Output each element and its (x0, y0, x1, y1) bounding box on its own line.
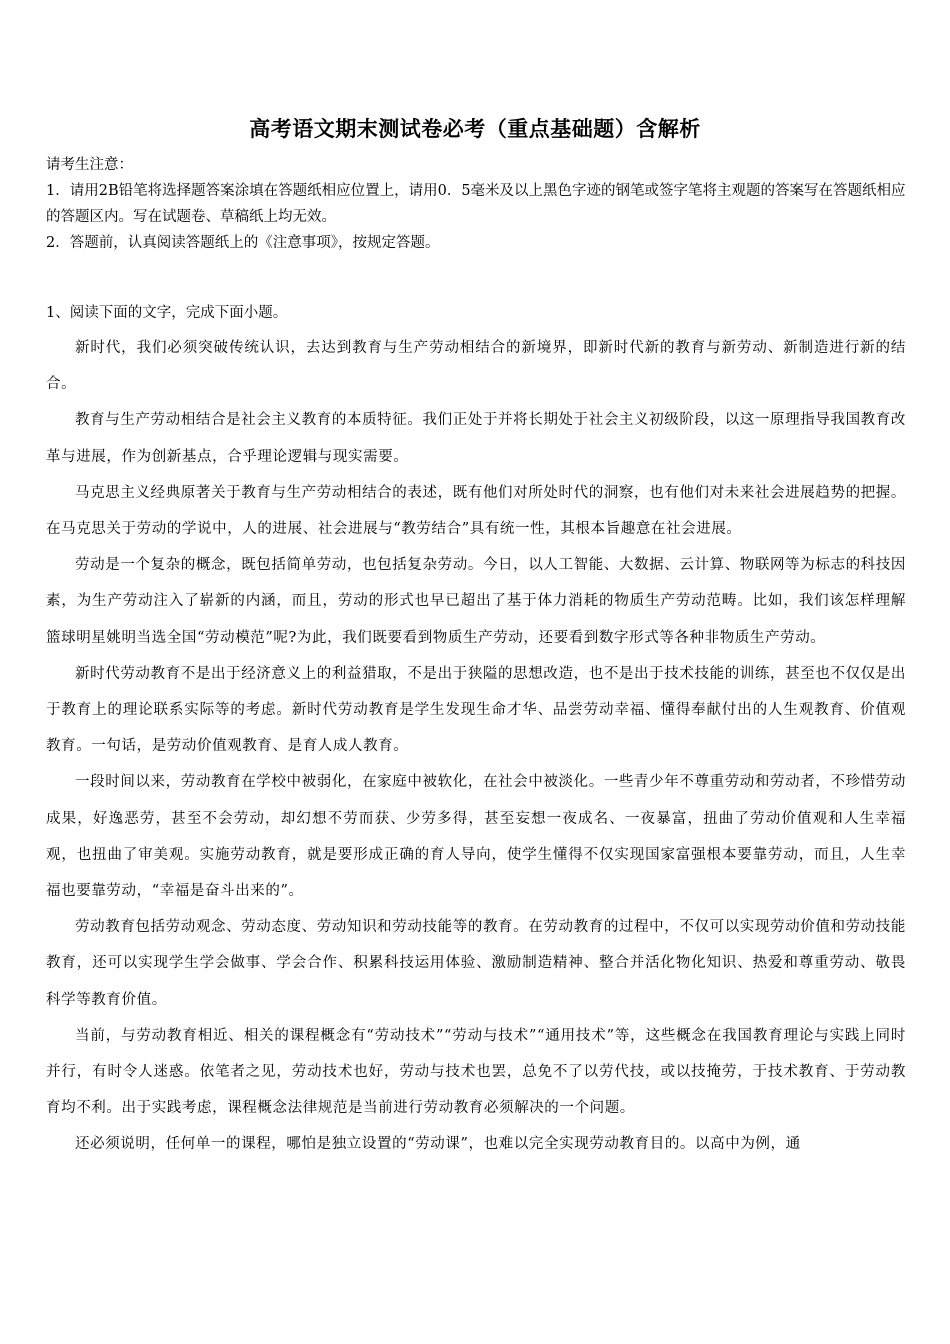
notice-item: 2．答题前，认真阅读答题纸上的《注意事项》，按规定答题。 (46, 235, 440, 251)
passage-paragraph: 新时代劳动教育不是出于经济意义上的利益猎取，不是出于狭隘的思想改造，也不是出于技术技能的训练，甚至也不仅仅是出于教育上的理论联系实际等的考虑。新时代劳动教育是学生发现生命才华、品尝劳动幸福、懂得奉献付出的人生观教育、价值观教育。一句话，是劳动价值观教育、是育人成人教育。 (46, 665, 906, 755)
exam-notice (46, 152, 906, 256)
passage-paragraph: 新时代，我们必须突破传统认识，去达到教育与生产劳动相结合的新境界，即新时代新的教育与新劳动、新制造进行新的结合。 (46, 340, 906, 393)
reading-passage (46, 330, 906, 1163)
passage-paragraph: 马克思主义经典原著关于教育与生产劳动相结合的表述，既有他们对所处时代的洞察，也有他们对未来社会进展趋势的把握。在马克思关于劳动的学说中，人的进展、社会进展与“教劳结合”具有统一性，其根本旨趣意在社会进展。 (46, 484, 906, 538)
question-heading: 1、阅读下面的文字，完成下面小题。 (46, 305, 288, 321)
passage-paragraph: 劳动是一个复杂的概念，既包括简单劳动，也包括复杂劳动。今日，以人工智能、大数据、云计算、物联网等为标志的科技因素，为生产劳动注入了崭新的内涵，而且，劳动的形式也早已超出了基于体力消耗的物质生产劳动范畴。比如，我们该怎样理解篮球明星姚明当选全国“劳动模范”呢?为此，我们既要看到物质生产劳动，还要看到数字形式等各种非物质生产劳动。 (46, 557, 906, 646)
notice-item: 1．请用2B铅笔将选择题答案涂填在答题纸相应位置上，请用0．5毫米及以上黑色字迹的钢笔或签字笔将主观题的答案写在答题纸相应的答题区内。写在试题卷、草稿纸上均无效。 (46, 183, 906, 225)
passage-paragraph: 劳动教育包括劳动观念、劳动态度、劳动知识和劳动技能等的教育。在劳动教育的过程中，不仅可以实现劳动价值和劳动技能教育，还可以实现学生学会做事、学会合作、积累科技运用体验、激励制造精神、整合并活化物化知识、热爱和尊重劳动、敬畏科学等教育价值。 (46, 919, 906, 1008)
notice-heading: 请考生注意： (46, 157, 133, 173)
page-title: 高考语文期末测试卷必考（重点基础题）含解析 (249, 117, 701, 141)
passage-paragraph: 一段时间以来，劳动教育在学校中被弱化，在家庭中被软化，在社会中被淡化。一些青少年不尊重劳动和劳动者，不珍惜劳动成果，好逸恶劳，甚至不会劳动，却幻想不劳而获、少劳多得，甚至妄想一夜成名、一夜暴富，扭曲了劳动价值观和人生幸福观，也扭曲了审美观。实施劳动教育，就是要形成正确的育人导向，使学生懂得不仅实现国家富强根本要靠劳动，而且，人生幸福也要靠劳动，“幸福是奋斗出来的”。 (46, 774, 906, 900)
passage-paragraph: 当前，与劳动教育相近、相关的课程概念有“劳动技术”“劳动与技术”“通用技术”等，这些概念在我国教育理论与实践上同时并行，有时令人迷惑。依笔者之见，劳动技术也好，劳动与技术也罢，总免不了以劳代技，或以技掩劳，于技术教育、于劳动教育均不利。出于实践考虑，课程概念法律规范是当前进行劳动教育必须解决的一个问题。 (46, 1027, 906, 1117)
passage-paragraph: 还必须说明，任何单一的课程，哪怕是独立设置的“劳动课”，也难以完全实现劳动教育目的。以高中为例，通 (75, 1136, 801, 1153)
passage-paragraph: 教育与生产劳动相结合是社会主义教育的本质特征。我们正处于并将长期处于社会主义初级阶段，以这一原理指导我国教育改革与进展，作为创新基点，合乎理论逻辑与现实需要。 (46, 412, 906, 465)
